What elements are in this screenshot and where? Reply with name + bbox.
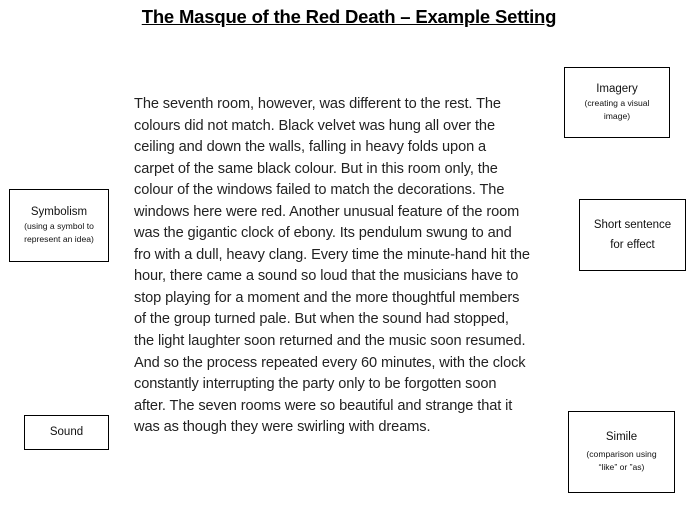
symbolism-title: Symbolism <box>30 205 88 218</box>
passage-line: constantly interrupting the party only to be forgotten soon <box>134 376 497 393</box>
passage-line: of the group turned pale. But when the sound had stopped, <box>134 311 509 328</box>
passage-line: colour of the windows failed to match the decorations. The <box>134 182 505 199</box>
imagery-title: Imagery <box>596 82 638 95</box>
short-sentence-title-line-2: for effect <box>610 239 655 251</box>
passage-line: windows here were red. Another unusual feature of the room <box>134 203 520 220</box>
passage-line: after. The seven rooms were so beautiful and strange that it <box>134 397 513 414</box>
symbolism-description-line-1: (using a symbol to <box>24 220 94 231</box>
sound-label-box <box>24 415 109 450</box>
passage-line: was as though they were swirling with dreams. <box>134 419 431 436</box>
passage-line: ceiling and down the walls, falling in heavy folds upon a <box>134 139 487 156</box>
passage-text <box>134 94 574 439</box>
short-sentence-label-box <box>579 199 686 271</box>
symbolism-label-box <box>9 189 109 262</box>
symbolism-description-line-2: represent an idea) <box>24 234 94 244</box>
passage-line: stop playing for a moment and the more thoughtful members <box>134 289 520 306</box>
imagery-description-line-1: (creating a visual <box>584 97 650 108</box>
passage-line: And so the process repeated every 60 minutes, with the clock <box>134 354 526 371</box>
simile-title: Simile <box>605 430 638 443</box>
passage-line: The seventh room, however, was different to the rest. The <box>134 96 501 112</box>
short-sentence-title-line-1: Short sentence <box>593 219 672 231</box>
passage-line: the light laughter soon returned and the music soon resumed. <box>134 333 526 350</box>
imagery-description-line-2: image) <box>603 111 631 121</box>
simile-label-box <box>568 411 675 493</box>
passage-line: fro with a dull, heavy clang. Every time the minute-hand hit the <box>134 246 530 263</box>
passage-line: carpet of the same black colour. But in this room only, the <box>134 160 498 177</box>
page-title: The Masque of the Red Death – Example Setting <box>141 6 557 27</box>
passage-line: hour, there came a sound so loud that the musicians have to <box>134 268 519 285</box>
sound-title: Sound <box>49 426 84 438</box>
simile-description-line-1: (comparison using <box>586 448 657 459</box>
passage-line: colours did not match. Black velvet was hung all over the <box>134 117 495 134</box>
simile-description-line-2: “like” or ”as) <box>598 462 645 472</box>
passage-line: was the gigantic clock of ebony. Its pendulum swung to and <box>134 225 512 242</box>
imagery-label-box <box>564 67 670 138</box>
